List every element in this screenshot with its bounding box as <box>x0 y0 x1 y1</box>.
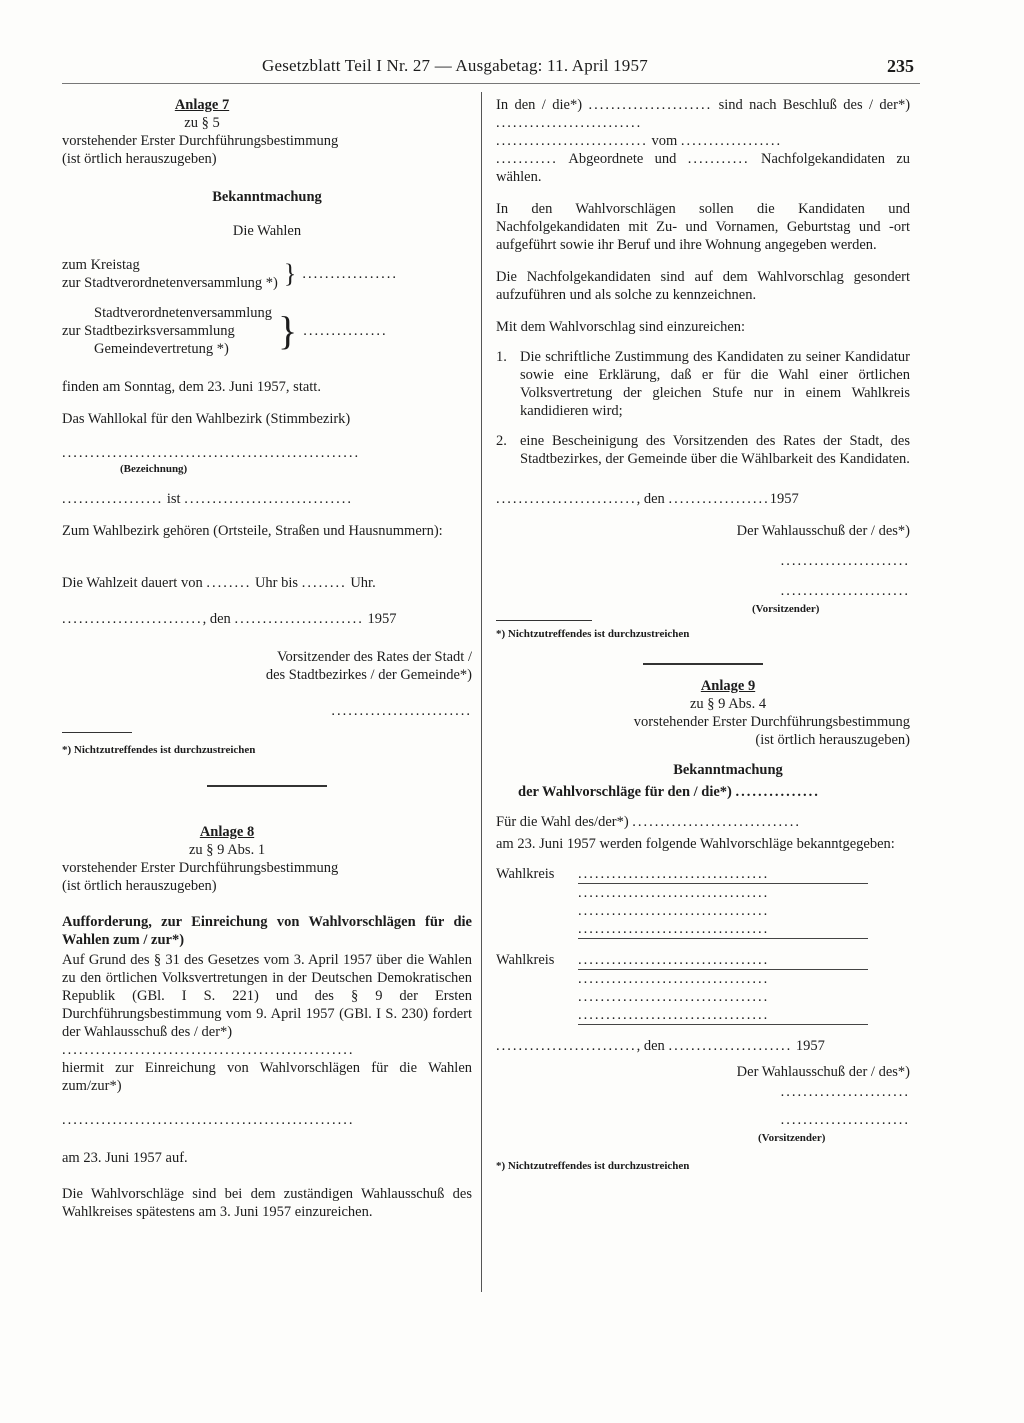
anlage8-para1: Auf Grund des § 31 des Gesetzes vom 3. April 1957 über die Wahlen zu den örtlichen Volksvertretungen in der Deutschen Demokratischen Republik (GBl. I S. 221) und des § 9 der Ersten Durchführungsbestimmung vom 9. April 1957 (GBl. I S. 230) fordert der Wahlausschuß des / der*) <box>62 952 472 1040</box>
anlage9-ref2: vorstehender Erster Durchführungsbestimmung <box>633 714 910 730</box>
fill-line: .................................. <box>578 1006 868 1025</box>
fill-line: .................................. <box>578 971 770 987</box>
anlage9-footnote: *) Nichtzutreffendes ist durchzustreichen <box>496 1160 690 1172</box>
gemeinde-label: Gemeindevertretung *) <box>94 341 229 357</box>
wahlkreis-label: Wahlkreis <box>496 952 555 968</box>
signature-line: ....................... <box>780 583 910 599</box>
list-item <box>496 348 910 420</box>
stadtbezirk-label: zur Stadtbezirksversammlung <box>62 323 235 339</box>
vorsitzender-label: (Vorsitzender) <box>752 603 820 615</box>
footnote-rule <box>496 620 592 621</box>
left-column <box>62 96 472 1221</box>
stadtverordneten2-label: Stadtverordnetenversammlung <box>94 305 272 321</box>
p1-abg: Abgeordnete und <box>568 151 677 167</box>
anlage8-hiermit: hiermit zur Einreichung von Wahlvorschlägen für die Wahlen zum/zur*) <box>62 1060 472 1094</box>
bezeichnung-label: (Bezeichnung) <box>120 463 188 475</box>
den-label: , den <box>636 491 665 507</box>
year-label: 1957 <box>367 611 397 627</box>
finden-text: finden am Sonntag, dem 23. Juni 1957, statt. <box>62 379 321 395</box>
stadtverordneten-label: zur Stadtverordnetenversammlung *) <box>62 275 278 291</box>
section-divider <box>207 785 327 787</box>
fill-line: .................................. <box>578 903 770 919</box>
date-line: ........................., den ....................... 1957 <box>62 611 397 627</box>
den-label: , den <box>636 1038 665 1054</box>
right-column <box>496 96 910 1175</box>
footnote-rule <box>62 732 132 733</box>
election-body-group-1 <box>62 256 472 292</box>
wahlkreis-block <box>496 865 910 939</box>
fill-line: .................................................... <box>62 1042 355 1058</box>
anlage7-die-wahlen: Die Wahlen <box>232 223 302 239</box>
item-text: eine Bescheinigung des Vorsitzenden des Rates der Stadt, des Stadtbezirkes, der Gemeinde über die Wählbarkeit des Kandidaten. <box>520 433 910 467</box>
anlage9-am: am 23. Juni 1957 werden folgende Wahlvorschläge bekanntgegeben: <box>496 836 895 852</box>
fill-line: .................................. <box>578 951 868 970</box>
anlage9-heading2-line: der Wahlvorschläge für den / die*) ............... <box>518 784 820 800</box>
brace: } <box>277 308 298 353</box>
anlage7-ref: zu § 5 <box>184 115 220 131</box>
section-divider <box>643 663 763 665</box>
anlage7-title: Anlage 7 <box>174 97 230 113</box>
wahlzeit-c: Uhr. <box>350 575 376 591</box>
year-label: 1957 <box>769 491 799 507</box>
fill-line: ............... <box>303 323 388 339</box>
fill-line: .................................. <box>578 920 868 939</box>
header-rule <box>62 83 920 84</box>
wahlausschuss-label: Der Wahlausschuß der / des*) <box>736 1064 910 1080</box>
fuer-line: Für die Wahl des/der*) .............................. <box>496 814 802 830</box>
anlage7-footnote: *) Nichtzutreffendes ist durchzustreichen <box>62 744 256 756</box>
right-para2: In den Wahlvorschlägen sollen die Kandidaten und Nachfolgekandidaten mit Zu- und Vornamen, Geburtstag und -ort aufgeführt sowie ihr Beruf und ihre Wohnung angegeben werden. <box>496 201 910 253</box>
anlage7-ref3: (ist örtlich herauszugeben) <box>62 151 217 167</box>
anlage8-title: Anlage 8 <box>199 824 255 840</box>
ist-line: .................. ist .............................. <box>62 491 353 507</box>
wahlzeit-b: Uhr bis <box>254 575 299 591</box>
p1-nach: Nachfolgekandidaten zu wählen. <box>496 151 910 185</box>
anlage9-heading2: der Wahlvorschläge für den / die*) <box>518 784 732 800</box>
anlage9-heading: Bekanntmachung <box>673 762 783 778</box>
signature-line: ....................... <box>780 1112 910 1128</box>
item-text: Die schriftliche Zustimmung des Kandidaten zu seiner Kandidatur sowie eine Erklärung, daß er für die Wahl einer örtlichen Volksvertretung der gleichen Stufe nur in einem Wahlkreis kandidieren wird; <box>520 349 910 419</box>
anlage8-am: am 23. Juni 1957 auf. <box>62 1150 188 1166</box>
signature-line: ......................... <box>331 703 472 719</box>
anlage8-ref2: vorstehender Erster Durchführungsbestimmung <box>62 860 339 876</box>
wahlzeit-a: Die Wahlzeit dauert von <box>62 575 203 591</box>
column-divider <box>481 92 482 1292</box>
election-body-group-2 <box>62 304 472 358</box>
fill-line: .................................. <box>578 885 770 901</box>
p1-vom: vom <box>651 133 678 149</box>
brace: } <box>283 259 297 288</box>
den-label: , den <box>202 611 231 627</box>
item-number: 1. <box>496 349 507 365</box>
date-line: ........................., den ...................... 1957 <box>496 1038 825 1054</box>
anlage7-ref2: vorstehender Erster Durchführungsbestimmung <box>62 133 339 149</box>
wahlzeit-line: Die Wahlzeit dauert von ........ Uhr bis ........ Uhr. <box>62 575 376 591</box>
header-title: Gesetzblatt Teil I Nr. 27 — Ausgabetag: 11. April 1957 <box>262 56 648 75</box>
signature-line: ....................... <box>780 1084 910 1100</box>
p1-b: sind nach Beschluß des / der*) <box>718 97 911 113</box>
signature-line: ....................... <box>780 553 910 569</box>
anlage7-heading: Bekanntmachung <box>212 189 322 205</box>
fill-line: .................................. <box>578 989 770 1005</box>
p1-a: In den / die*) <box>496 97 583 113</box>
right-para3: Die Nachfolgekandidaten sind auf dem Wahlvorschlag gesondert aufzuführen und als solche zu kennzeichnen. <box>496 269 910 303</box>
anlage7-signature: Vorsitzender des Rates der Stadt / des Stadtbezirkes / der Gemeinde*) <box>265 649 472 683</box>
anlage8-ref: zu § 9 Abs. 1 <box>188 842 266 858</box>
page-number: 235 <box>887 56 914 76</box>
wahlkreis-label: Wahlkreis <box>496 866 555 882</box>
right-para1: In den / die*) ...................... sind nach Beschluß des / der*) .......................... ........................... vom .................. ........... Abgeordnete und ........... Nachfolgekandidaten zu wählen. <box>496 97 911 185</box>
fill-line: .................................................... <box>62 1112 355 1128</box>
page-header <box>62 56 920 86</box>
kreistag-label: zum Kreistag <box>62 257 140 273</box>
right-footnote: *) Nichtzutreffendes ist durchzustreichen <box>496 628 690 640</box>
right-para4: Mit dem Wahlvorschlag sind einzureichen: <box>496 319 746 335</box>
fill-line: ................. <box>302 266 398 282</box>
anlage8-para2: Die Wahlvorschläge sind bei dem zuständigen Wahlausschuß des Wahlkreises spätestens am 3. Juni 1957 einzureichen. <box>62 1186 472 1220</box>
zum-wahlbezirk-text: Zum Wahlbezirk gehören (Ortsteile, Straßen und Hausnummern): <box>62 523 443 539</box>
anlage9-ref: zu § 9 Abs. 4 <box>689 696 767 712</box>
vorsitzender-label: (Vorsitzender) <box>758 1132 826 1144</box>
anlage8-heading: Aufforderung, zur Einreichung von Wahlvorschlägen für die Wahlen zum / zur*) <box>62 914 472 948</box>
list-item <box>496 432 910 468</box>
fuer-label: Für die Wahl des/der*) <box>496 814 629 830</box>
anlage8-ref3: (ist örtlich herauszugeben) <box>62 878 217 894</box>
wahlkreis-block <box>496 951 910 1025</box>
fill-line: ..................................................... <box>62 445 361 461</box>
year-label: 1957 <box>795 1038 825 1054</box>
wahllokal-text: Das Wahllokal für den Wahlbezirk (Stimmbezirk) <box>62 411 351 427</box>
anlage9-title: Anlage 9 <box>700 678 756 694</box>
anlage9-ref3: (ist örtlich herauszugeben) <box>755 732 910 748</box>
date-line: ........................., den ..................1957 <box>496 491 799 507</box>
wahlausschuss-label: Der Wahlausschuß der / des*) <box>736 523 910 539</box>
fill-line: .................................. <box>578 865 868 884</box>
item-number: 2. <box>496 433 507 449</box>
ist-label: ist <box>166 491 181 507</box>
